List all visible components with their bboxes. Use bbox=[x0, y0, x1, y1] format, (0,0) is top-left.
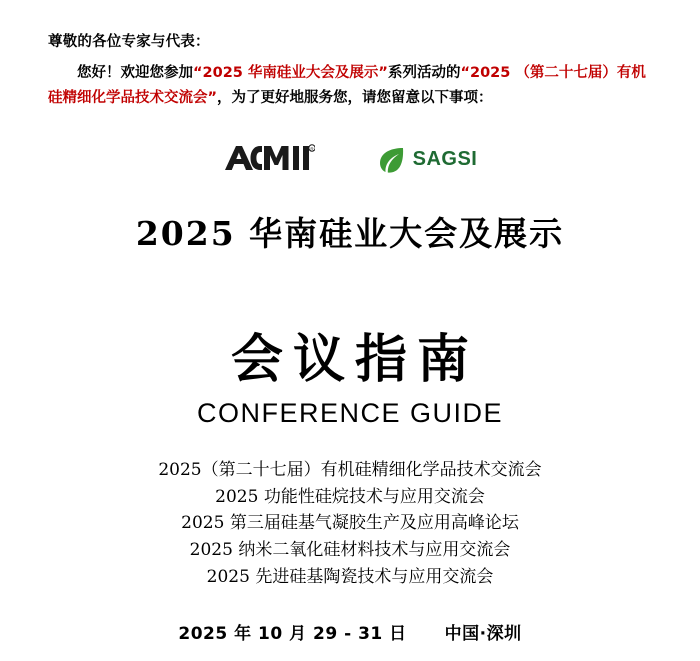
event-date: 2025 年 10 月 29 - 31 日 bbox=[178, 624, 407, 645]
sagsi-logo-icon bbox=[377, 145, 478, 175]
list-item: 2025 功能性硅烷技术与应用交流会 bbox=[215, 486, 485, 507]
list-item: 2025 先进硅基陶瓷技术与应用交流会 bbox=[206, 567, 494, 588]
list-item: 2025 纳米二氧化硅材料技术与应用交流会 bbox=[189, 540, 511, 561]
intro-tail: ，为了更好地服务您，请您留意以下事项： bbox=[217, 90, 493, 107]
intro-lead: 您好！欢迎您参加 bbox=[77, 65, 193, 81]
acmi-logo-icon bbox=[223, 143, 315, 177]
intro-middle: 系列活动的 bbox=[387, 65, 461, 81]
intro-paragraph bbox=[48, 61, 652, 112]
svg-text:R: R bbox=[309, 146, 314, 152]
list-item: 2025（第二十七届）有机硅精细化学品技术交流会 bbox=[158, 459, 542, 480]
list-item: 2025 第三届硅基气凝胶生产及应用高峰论坛 bbox=[181, 513, 519, 534]
intro-highlight-1: “2025 华南硅业大会及展示” bbox=[193, 65, 388, 81]
intro-highlight-2: “2025 （第二十七届）有机硅精细化学品技术交流会” bbox=[48, 65, 646, 107]
guide-title-cn: 会议指南 bbox=[230, 329, 479, 390]
sagsi-logo-text: SAGSI bbox=[412, 148, 478, 171]
footer-line bbox=[48, 619, 652, 644]
main-title: 2025 华南硅业大会及展示 bbox=[135, 213, 565, 253]
greeting-line: 尊敬的各位专家与代表： bbox=[48, 34, 210, 50]
event-list bbox=[48, 457, 652, 591]
guide-title-en: CONFERENCE GUIDE bbox=[196, 397, 504, 428]
logo-row bbox=[48, 138, 652, 182]
event-place: 中国·深圳 bbox=[444, 624, 522, 645]
